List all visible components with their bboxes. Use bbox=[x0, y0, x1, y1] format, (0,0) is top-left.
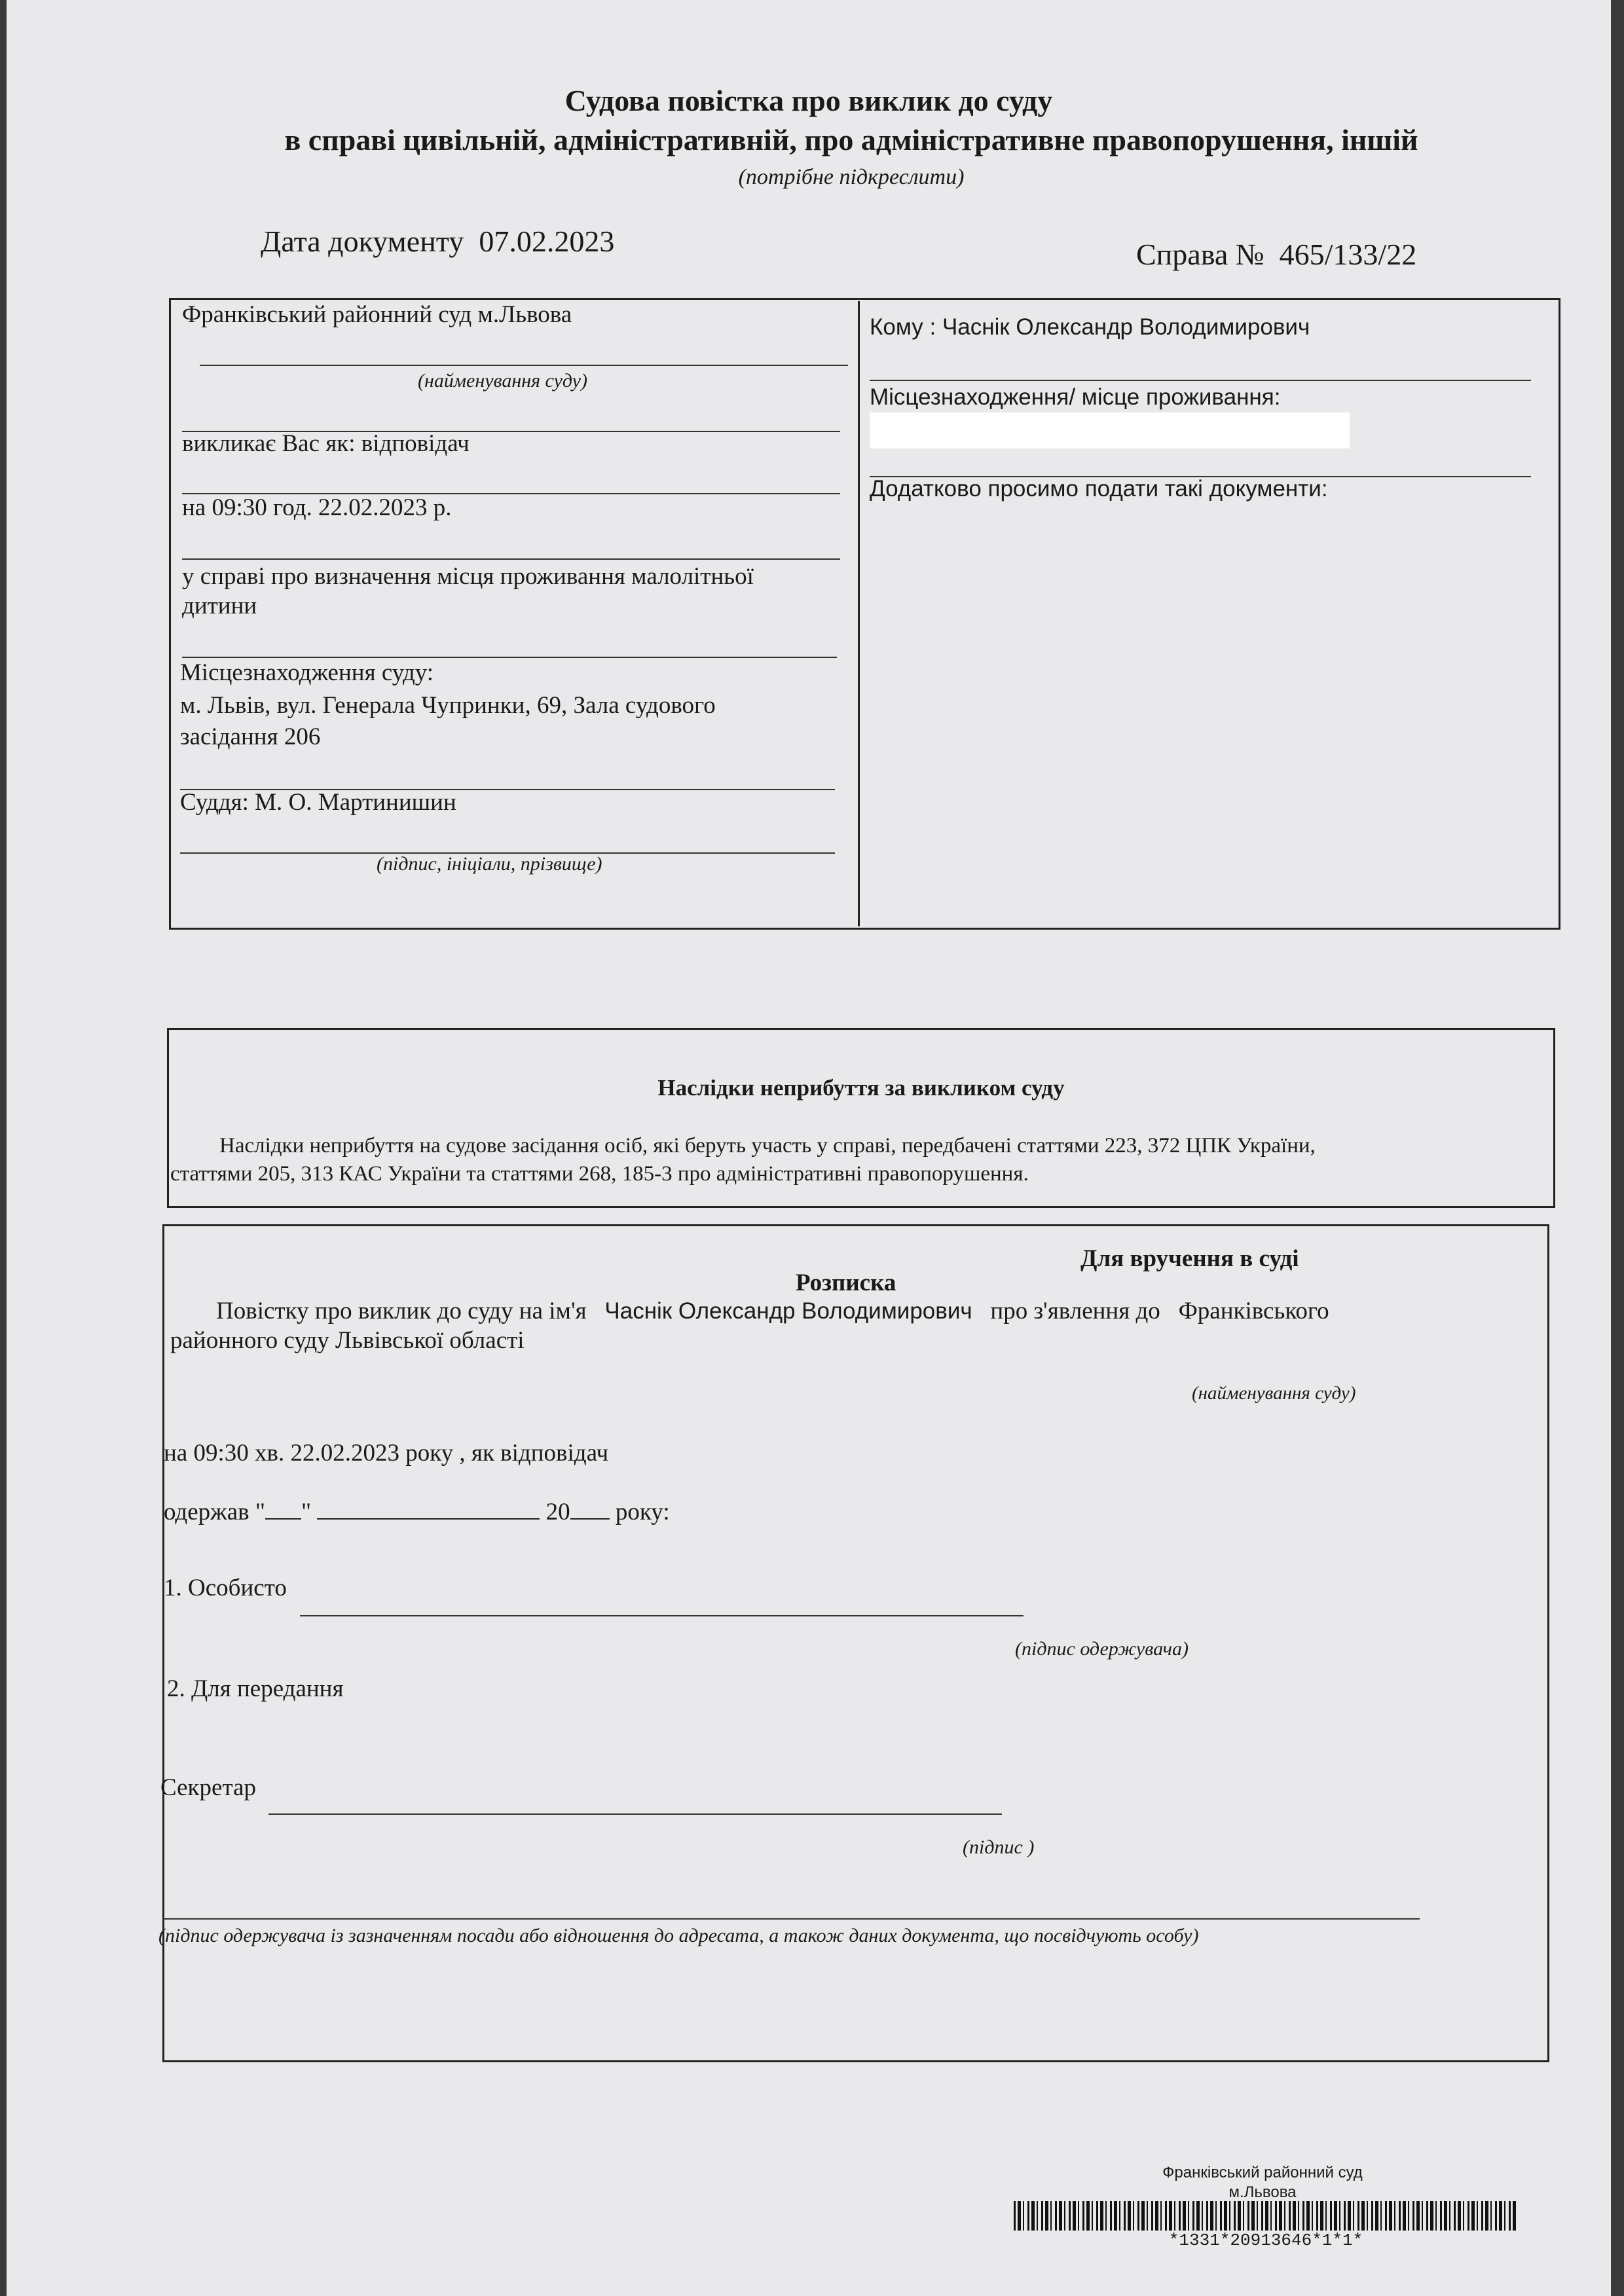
secretary-label: Секретар bbox=[160, 1774, 256, 1801]
month-blank[interactable] bbox=[317, 1499, 540, 1520]
documents-label: Додатково просимо подати такі документи: bbox=[870, 476, 1328, 501]
case-subject-cont: дитини bbox=[182, 592, 257, 619]
footer-court: Франківський районний суд bbox=[1162, 2164, 1363, 2181]
case-number bbox=[1136, 236, 1416, 274]
case-value: 465/133/22 bbox=[1279, 238, 1417, 271]
court-name-line bbox=[200, 365, 848, 366]
court-location: м. Львів, вул. Генерала Чупринки, 69, Зала судового bbox=[180, 692, 716, 719]
year-blank[interactable] bbox=[570, 1499, 610, 1520]
consequences-title: Наслідки неприбуття за викликом суду bbox=[657, 1075, 1065, 1101]
recipient-details-line[interactable] bbox=[162, 1918, 1420, 1920]
document-date bbox=[261, 223, 614, 261]
case-label: Справа № bbox=[1136, 238, 1264, 271]
receipt-recipient-name: Часнік Олександр Володимирович bbox=[604, 1298, 972, 1324]
separator bbox=[182, 558, 840, 560]
document-title: Судова повістка про виклик до суду bbox=[564, 84, 1053, 117]
date-label: Дата документу bbox=[261, 225, 464, 258]
summons-divider bbox=[858, 301, 860, 926]
personally-signature-line[interactable] bbox=[300, 1615, 1024, 1616]
court-location-label: Місцезнаходження суду: bbox=[180, 659, 434, 686]
barcode-text: *1331*20913646*1*1* bbox=[1168, 2231, 1363, 2250]
receipt-text-cont: районного суду Львівської області bbox=[170, 1327, 525, 1354]
document-subtitle: в справі цивільній, адміністративній, про адміністративне правопорушення, іншій bbox=[284, 123, 1418, 156]
receipt-text bbox=[216, 1296, 1329, 1326]
court-name: Франківський районний суд м.Львова bbox=[182, 301, 572, 328]
personally-label: 1. Особисто bbox=[164, 1575, 287, 1601]
recipient-signature-caption: (підпис одержувача) bbox=[1015, 1638, 1189, 1660]
signature-caption: (підпис, ініціали, прізвище) bbox=[377, 853, 602, 875]
received-text: року: bbox=[615, 1499, 670, 1525]
receipt-court-caption: (найменування суду) bbox=[1192, 1383, 1356, 1404]
secretary-signature-line[interactable] bbox=[268, 1813, 1002, 1815]
document-page bbox=[7, 0, 1611, 2296]
received-text: одержав " bbox=[164, 1499, 265, 1525]
summons-box bbox=[169, 298, 1560, 930]
residence-label: Місцезнаходження/ місце проживання: bbox=[870, 384, 1281, 410]
receipt-title: Розписка bbox=[796, 1269, 896, 1296]
court-location-cont: засідання 206 bbox=[180, 723, 321, 750]
redacted-address bbox=[870, 412, 1350, 448]
judge-name: Суддя: М. О. Мартинишин bbox=[180, 789, 456, 816]
court-name-caption: (найменування суду) bbox=[418, 370, 587, 392]
for-transfer-label: 2. Для передання bbox=[167, 1675, 344, 1702]
footer-city: м.Львова bbox=[1228, 2183, 1297, 2201]
receipt-court: Франківського bbox=[1178, 1298, 1329, 1324]
receipt-text-part: Повістку про виклик до суду на ім'я bbox=[216, 1298, 587, 1324]
underline-note: (потрібне підкреслити) bbox=[738, 165, 965, 189]
received-text: 20 bbox=[545, 1499, 570, 1525]
for-court-label: Для вручення в суді bbox=[1080, 1245, 1299, 1272]
secretary-signature-caption: (підпис ) bbox=[963, 1836, 1035, 1858]
recipient-details-caption: (підпис одержувача із зазначенням посади або відношення до адресата, а також даних документа, що посвідчують особу) bbox=[158, 1925, 1199, 1946]
date-value: 07.02.2023 bbox=[479, 225, 615, 258]
consequences-text: Наслідки неприбуття на судове засідання осіб, які беруть участь у справі, передбачені статтями 223, 372 ЦПК України, bbox=[219, 1134, 1316, 1157]
summons-role: викликає Вас як: відповідач bbox=[182, 430, 470, 457]
receipt-time: на 09:30 хв. 22.02.2023 року , як відповідач bbox=[164, 1440, 609, 1467]
case-subject: у справі про визначення місця проживання малолітньої bbox=[182, 563, 754, 590]
day-blank[interactable] bbox=[265, 1499, 301, 1520]
barcode bbox=[1014, 2201, 1518, 2231]
consequences-text-cont: статтями 205, 313 КАС України та статтями 268, 185-3 про адміністративні правопорушення. bbox=[170, 1162, 1029, 1186]
received-date bbox=[164, 1497, 670, 1527]
recipient: Кому : Часнік Олександр Володимирович bbox=[870, 314, 1310, 340]
recipient-line bbox=[870, 380, 1531, 381]
hearing-time: на 09:30 год. 22.02.2023 р. bbox=[182, 494, 452, 521]
received-text: " bbox=[301, 1499, 312, 1525]
receipt-text-part: про з'явлення до bbox=[990, 1298, 1160, 1324]
